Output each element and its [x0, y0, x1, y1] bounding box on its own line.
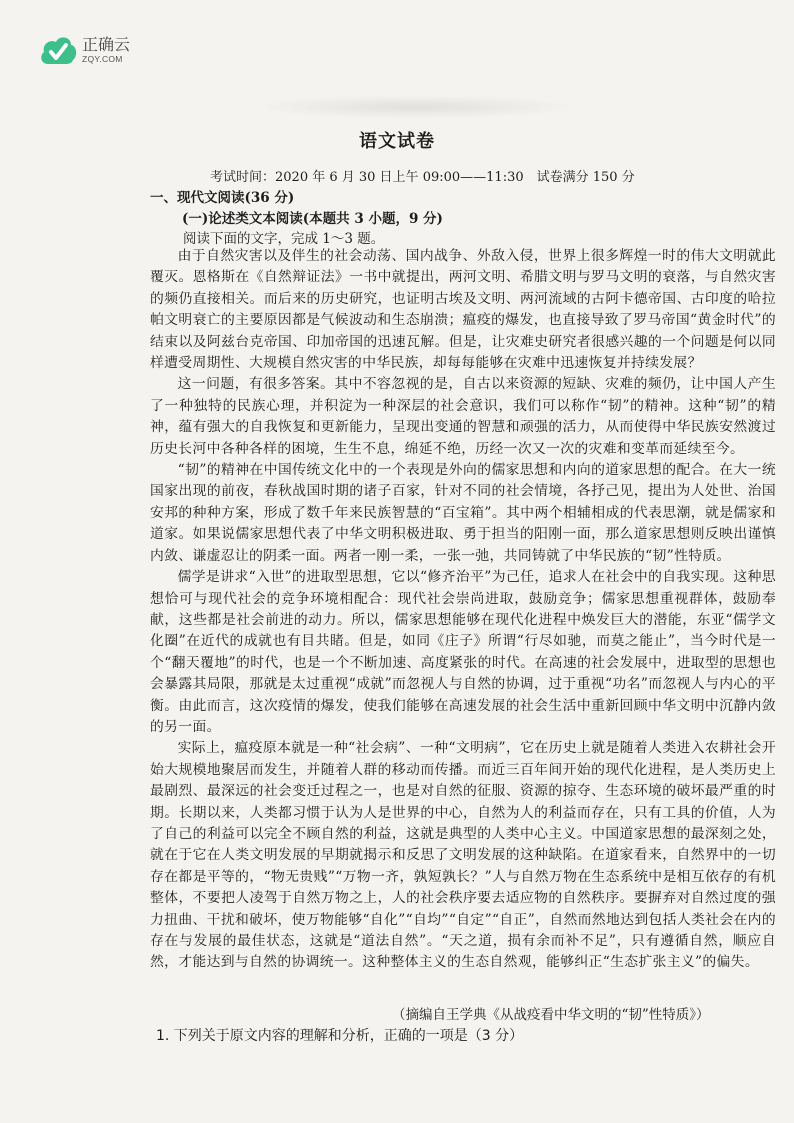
reading-instruction: 阅读下面的文字，完成 1～3 题。: [183, 231, 385, 247]
logo: [38, 30, 130, 70]
question-1: 1. 下列关于原文内容的理解和分析，正确的一项是（3 分）: [156, 1028, 524, 1044]
exam-title: 语文试卷: [359, 131, 435, 152]
subsection-heading: (一)论述类文本阅读(本题共 3 小题，9 分): [182, 211, 443, 227]
section-heading: 一、现代文阅读(36 分): [150, 190, 295, 206]
passage-paragraph: “韧”的精神在中国传统文化中的一个表现是外向的儒家思想和内向的道家思想的配合。在大一统国家出现的前夜，春秋战国时期的诸子百家，针对不同的社会情境，各抒己见，提出为人处世、治国安邦的种种方案，形成了数千年来民族智慧的“百宝箱”。其中两个相辅相成的代表思潮，就是儒家和道家。如果说儒家思想代表了中华文明积极进取、勇于担当的阳刚一面，那么道家思想则反映出谨慎内敛、谦虚忍让的阴柔一面。两者一刚一柔，一张一弛，共同铸就了中华民族的“韧”性特质。: [150, 462, 776, 564]
scan-smudge: [250, 95, 580, 119]
logo-domain: ZQY.COM: [82, 53, 123, 64]
logo-name: 正确云: [82, 34, 131, 54]
passage-paragraph: 这一问题，有很多答案。其中不容忽视的是，自古以来资源的短缺、灾难的频仍，让中国人产生了一种独特的民族心理，并积淀为一种深层的社会意识，我们可以称作“韧”的精神。这种“韧”的精神，蕴有强大的自我恢复和更新能力，呈现出变通的智慧和顽强的活力，从而使得中华民族安然渡过历史长河中各种各样的困境，生生不息，绵延不绝，历经一次又一次的灾难和变革而延续至今。: [150, 376, 776, 457]
passage-paragraph: 由于自然灾害以及伴生的社会动荡、国内战争、外敌入侵，世界上很多辉煌一时的伟大文明就此覆灭。恩格斯在《自然辩证法》一书中就提出，两河文明、希腊文明与罗马文明的衰落，与自然灾害的频仍直接相关。而后来的历史研究，也证明古埃及文明、两河流域的古阿卡德帝国、古印度的哈拉帕文明衰亡的主要原因都是气候波动和生态崩溃；瘟疫的爆发，也直接导致了罗马帝国“黄金时代”的结束以及阿兹台克帝国、印加帝国的迅速瓦解。但是，让灾难史研究者很感兴趣的一个问题是何以同样遭受周期性、大规模自然灾害的中华民族，却每每能够在灾难中迅速恢复并持续发展？: [150, 248, 776, 372]
passage-paragraph: 儒学是讲求“入世”的进取型思想，它以“修齐治平”为己任，追求人在社会中的自我实现。这种思想恰可与现代社会的竞争环境相配合：现代社会崇尚进取，鼓励竞争；儒家思想重视群体，鼓励奉献，这些都是社会前进的动力。所以，儒家思想能够在现代化进程中焕发巨大的潜能，东亚“儒学文化圈”在近代的成就也有目共睹。但是，如同《庄子》所谓“行尽如驰，而莫之能止”，当今时代是一个“翻天覆地”的时代，也是一个不断加速、高度紧张的时代。在高速的社会发展中，进取型的思想也会暴露其局限，那就是太过重视“成就”而忽视人与自然的协调，过于重视“功名”而忽视人与内心的平衡。由此而言，这次疫情的爆发，使我们能够在高速发展的社会生活中重新回顾中华文明中沉静内敛的另一面。: [150, 569, 776, 735]
passage: [150, 246, 776, 974]
passage-paragraph: 实际上，瘟疫原本就是一种“社会病”、一种“文明病”，它在历史上就是随着人类进入农耕社会开始大规模地聚居而发生，并随着人群的移动而传播。而近三百年间开始的现代化进程，是人类历史上最剧烈、最深远的社会变迁过程之一，也是对自然的征服、资源的掠夺、生态环境的破坏最严重的时期。长期以来，人类都习惯于认为人是世界的中心，自然为人的利益而存在，只有工具的价值，人为了自己的利益可以完全不顾自然的利益，这就是典型的人类中心主义。中国道家思想的最深刻之处，就在于它在人类文明发展的早期就揭示和反思了文明发展的这种缺陷。在道家看来，自然界中的一切存在都是平等的，“物无贵贱”“万物一齐，孰短孰长？”人与自然万物在生态系统中是相互依存的有机整体，不要把人凌驾于自然万物之上，人的社会秩序要去适应物的自然秩序。要摒弃对自然过度的强力扭曲、干扰和破坏，使万物能够“自化”“自均”“自定”“自正”，自然而然地达到包括人类社会在内的存在与发展的最佳状态，这就是“道法自然”。“天之道，损有余而补不足”，只有遵循自然，顺应自然，才能达到与自然的协调统一。这种整体主义的生态自然观，能够纠正“生态扩张主义”的偏失。: [150, 740, 776, 971]
source-citation: （摘编自王学典《从战疫看中华文明的“韧”性特质》）: [392, 1007, 710, 1023]
exam-meta: 考试时间：2020 年 6 月 30 日上午 09:00——11:30 试卷满分 150 分: [210, 170, 635, 185]
check-cloud-icon: [38, 30, 78, 70]
